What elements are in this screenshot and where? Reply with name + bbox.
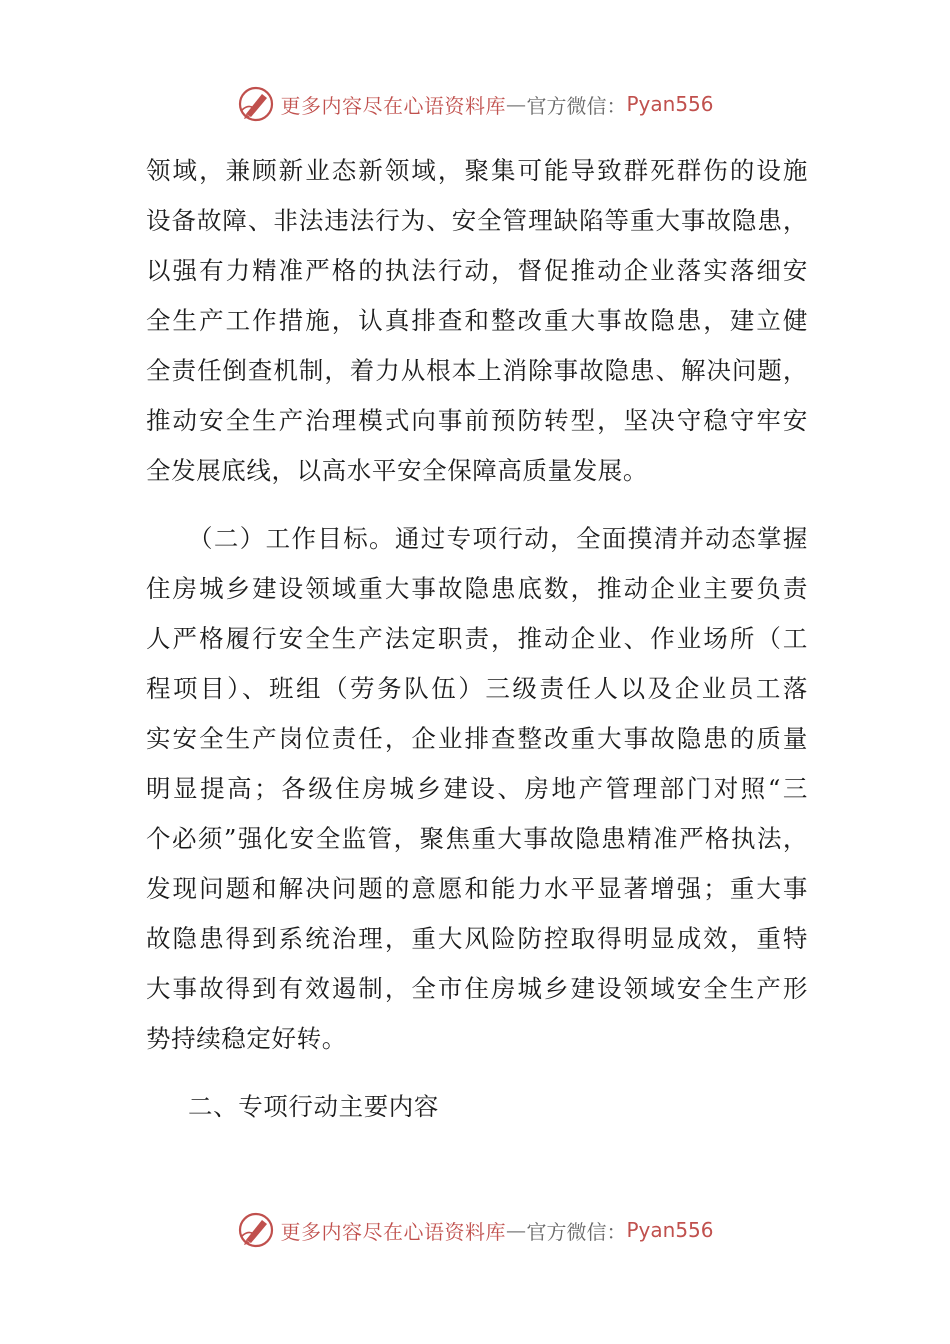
text-line: 明显提高；各级住房城乡建设、房地产管理部门对照“三 bbox=[146, 774, 808, 803]
text-line: 全责任倒查机制，着力从根本上消除事故隐患、解决问题， bbox=[146, 356, 808, 385]
section-heading bbox=[146, 1082, 808, 1132]
text-line: 个必须”强化安全监管，聚焦重大事故隐患精准严格执法， bbox=[146, 824, 808, 853]
heading-line: 二、专项行动主要内容 bbox=[188, 1092, 439, 1121]
watermark-id: Pyan556 bbox=[626, 1218, 714, 1242]
text-line: （二）工作目标。通过专项行动，全面摸清并动态掌握 bbox=[188, 524, 808, 553]
document-body bbox=[146, 146, 808, 1132]
text-line: 设备故障、非法违法行为、安全管理缺陷等重大事故隐患， bbox=[146, 206, 808, 235]
text-line: 大事故得到有效遏制，全市住房城乡建设领域安全生产形 bbox=[146, 974, 808, 1003]
watermark-main-text: 更多内容尽在心语资料库 bbox=[280, 1219, 506, 1244]
text-line: 领域，兼顾新业态新领域，聚集可能导致群死群伤的设施 bbox=[146, 156, 808, 185]
paragraph-1 bbox=[146, 146, 808, 496]
text-line: 以强有力精准严格的执法行动，督促推动企业落实落细安 bbox=[146, 256, 808, 285]
text-line: 故隐患得到系统治理，重大风险防控取得明显成效，重特 bbox=[146, 924, 808, 953]
watermark-dash: — bbox=[505, 92, 527, 116]
watermark-sub-text: 官方微信： bbox=[526, 93, 627, 118]
text-line: 发现问题和解决问题的意愿和能力水平显著增强；重大事 bbox=[146, 874, 808, 903]
text-line: 住房城乡建设领域重大事故隐患底数，推动企业主要负责 bbox=[146, 574, 808, 603]
paragraph-2 bbox=[146, 514, 808, 1064]
watermark-dash: — bbox=[505, 1218, 527, 1242]
text-line: 推动安全生产治理模式向事前预防转型，坚决守稳守牢安 bbox=[146, 406, 808, 435]
watermark-sub-text: 官方微信： bbox=[526, 1219, 627, 1244]
pen-logo-icon bbox=[236, 84, 276, 124]
text-line: 程项目）、班组（劳务队伍）三级责任人以及企业员工落 bbox=[146, 674, 808, 703]
watermark-main-text: 更多内容尽在心语资料库 bbox=[280, 93, 506, 118]
watermark-header bbox=[0, 82, 950, 126]
pen-logo-icon bbox=[236, 1210, 276, 1250]
watermark-id: Pyan556 bbox=[626, 92, 714, 116]
text-line: 实安全生产岗位责任，企业排查整改重大事故隐患的质量 bbox=[146, 724, 808, 753]
text-line: 势持续稳定好转。 bbox=[146, 1024, 347, 1053]
text-line: 全发展底线，以高水平安全保障高质量发展。 bbox=[146, 456, 648, 485]
watermark-footer bbox=[0, 1208, 950, 1252]
text-line: 全生产工作措施，认真排查和整改重大事故隐患，建立健 bbox=[146, 306, 808, 335]
text-line: 人严格履行安全生产法定职责，推动企业、作业场所（工 bbox=[146, 624, 808, 653]
